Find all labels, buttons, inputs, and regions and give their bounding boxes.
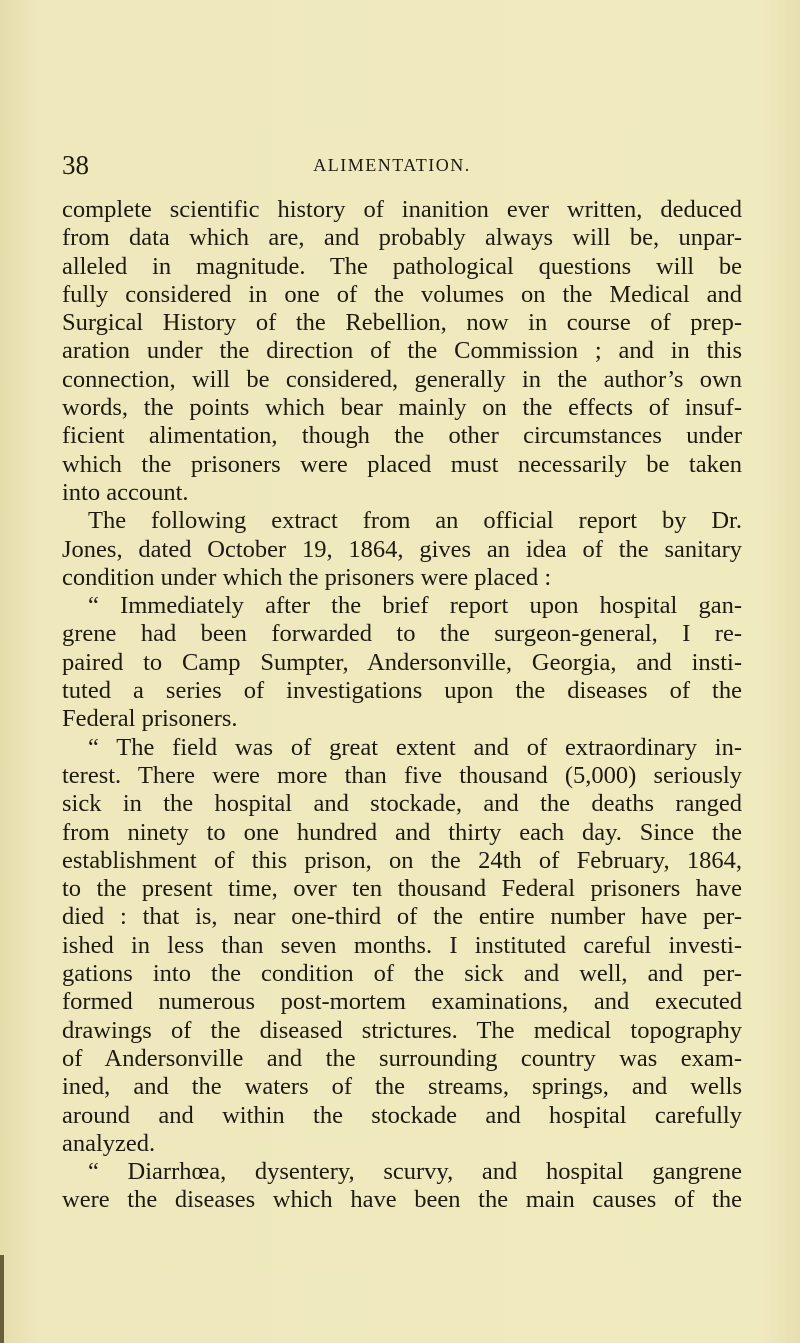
text-line: “ Diarrhœa, dysentery, scurvy, and hospital gangrene	[88, 1158, 742, 1186]
text-line: “ Immediately after the brief report upon hospital gan-	[88, 592, 742, 620]
text-line: of Andersonville and the surrounding country was exam-	[62, 1044, 742, 1072]
text-line: drawings of the diseased strictures. The medical topography	[62, 1016, 742, 1044]
body-text	[62, 196, 742, 1215]
text-line: “ The field was of great extent and of extraordinary in-	[88, 733, 742, 761]
text-line: Jones, dated October 19, 1864, gives an idea of the sanitary	[62, 535, 742, 563]
text-line: establishment of this prison, on the 24th of February, 1864,	[62, 846, 742, 874]
page-number: 38	[62, 150, 89, 180]
text-line: Federal prisoners.	[62, 705, 238, 733]
text-line: alleled in magnitude. The pathological questions will be	[62, 252, 742, 280]
text-line: grene had been forwarded to the surgeon-general, I re-	[62, 620, 742, 648]
text-line: condition under which the prisoners were placed :	[62, 563, 552, 591]
text-line: gations into the condition of the sick and well, and per-	[62, 960, 742, 988]
text-line: which the prisoners were placed must necessarily be taken	[62, 450, 742, 478]
text-line: around and within the stockade and hospital carefully	[62, 1101, 742, 1129]
text-line: from ninety to one hundred and thirty each day. Since the	[62, 818, 742, 846]
text-line: aration under the direction of the Commission ; and in this	[62, 337, 742, 365]
text-line: connection, will be considered, generally in the author’s own	[62, 365, 742, 393]
text-line: Surgical History of the Rebellion, now in course of prep-	[62, 309, 742, 337]
text-line: to the present time, over ten thousand Federal prisoners have	[62, 875, 742, 903]
text-line: complete scientific history of inanition ever written, deduced	[62, 196, 742, 223]
text-line: fully considered in one of the volumes on the Medical and	[62, 280, 742, 308]
text-line: paired to Camp Sumpter, Andersonville, Georgia, and insti-	[62, 648, 742, 676]
text-line: tuted a series of investigations upon the diseases of the	[62, 677, 742, 705]
page-edge-mark	[0, 1255, 4, 1343]
text-line: into account.	[62, 478, 189, 506]
text-line: formed numerous post-mortem examinations, and executed	[62, 988, 742, 1016]
page-header	[62, 150, 722, 180]
text-line: words, the points which bear mainly on the effects of insuf-	[62, 394, 742, 422]
running-head: ALIMENTATION.	[313, 155, 471, 175]
text-line: terest. There were more than five thousand (5,000) seriously	[62, 761, 742, 789]
text-line: analyzed.	[62, 1129, 156, 1157]
text-line: ished in less than seven months. I instituted careful investi-	[62, 931, 742, 959]
text-line: were the diseases which have been the main causes of the	[62, 1186, 742, 1214]
text-line: The following extract from an official report by Dr.	[88, 507, 742, 535]
text-line: died : that is, near one-third of the entire number have per-	[62, 903, 742, 931]
text-line: ficient alimentation, though the other circumstances under	[62, 422, 742, 450]
text-line: from data which are, and probably always will be, unpar-	[62, 224, 742, 252]
text-line: ined, and the waters of the streams, springs, and wells	[62, 1073, 742, 1101]
text-line: sick in the hospital and stockade, and the deaths ranged	[62, 790, 742, 818]
